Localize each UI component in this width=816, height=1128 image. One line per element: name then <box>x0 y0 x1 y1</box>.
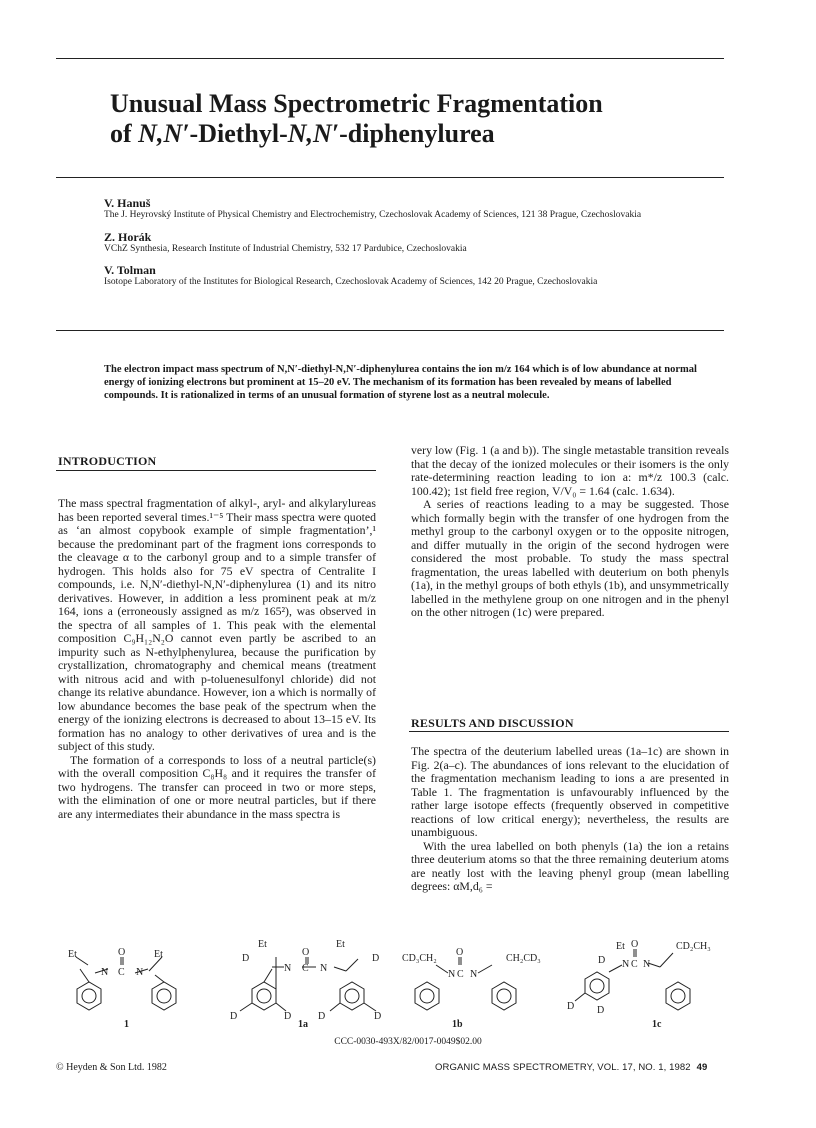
cd2ch3-label: CD₂CH₃ <box>676 941 711 952</box>
structure-1 <box>76 957 176 1010</box>
top-rule <box>56 58 724 59</box>
ch2cd3-label: CH₂CD₃ <box>506 953 541 964</box>
et-label: Et <box>616 941 625 952</box>
title-line2-suffix: -diphenylurea <box>339 119 495 148</box>
intro-paragraph: The mass spectral fragmentation of alkyl-, aryl- and alkylarylureas has been reported several times.¹⁻⁵ Their mass spectra were quoted as ‘an almost copybook example of simple fragmentation’,¹ because the predominant part of the fragment ions corresponds to the cleavage α to the carbonyl group and to a simple transfer of hydrogen. This holds also for 75 eV spectra of Centralite I compounds, i.e. N,N′-diethyl-N,N′-diphenylurea (1) and its nitro derivatives. However, in addition a less prominent peak at m/z 164, ions a (erroneously assigned as m/z 165²), was observed in the spectra of all samples of 1. This peak with the elemental composition C₉H₁₂N₂O cannot even partly be ascribed to an impurity such as N-ethylphenylurea, because the purification by crystallization, chromatography and chemical means (treatment with nitrous acid and with p-toluenesulfonyl chloride) did not change its relative abundance. However, ion a which is normally of low abundance becomes the base peak of the spectrum when the energy of the ionizing electrons is decreased to about 13–15 eV. Its formation has no analogy to other derivatives of urea and is the subject of this study. <box>58 496 376 753</box>
title-line2-italic2: N,N′ <box>287 119 340 148</box>
body-paragraph: A series of reactions leading to a may be suggested. Those which formally begin with the transfer of one hydrogen from the methyl group to the carbonyl oxygen or to the opposite nitrogen, and differ mutually in the origin of the second hydrogen were considered the most probable. To study the mass spectral fragmentation, the ureas labelled with deuterium on both phenyls (1a), in the methyl groups of both ethyls (1b), and unsymmetrically labelled in the methylene group on one nitrogen and in the phenyl on the other nitrogen (1c) were prepared. <box>411 497 729 619</box>
authors-rule <box>56 330 724 331</box>
o-label: O <box>456 947 464 958</box>
right-column-bottom <box>411 745 729 894</box>
structure-1b <box>415 957 516 1010</box>
d-label: D <box>372 953 380 964</box>
body-paragraph: With the urea labelled on both phenyls (1a) the ion a retains three deuterium atoms so that the three remaining deuterium atoms are neatly lost with the leaving phenyl group (mean labelling degrees: αM,d₆ = <box>411 838 729 893</box>
right-column-top <box>411 444 729 620</box>
author-affiliation: Isotope Laboratory of the Institutes for Biological Research, Czechoslovak Academy of Sciences, 142 20 Prague, Czechoslovakia <box>104 277 598 287</box>
title-rule <box>56 177 724 178</box>
author-name: V. Hanuš <box>104 196 151 210</box>
et-label: Et <box>258 939 267 950</box>
d-label: D <box>567 1001 575 1012</box>
title-line2-italic: N,N′ <box>138 119 190 148</box>
title-line2-mid: -Diethyl- <box>189 119 288 148</box>
author-affiliation: The J. Heyrovský Institute of Physical Chemistry and Electrochemistry, Czechoslovak Academy of Sciences, 121 38 Prague, Czechoslovakia <box>104 210 642 220</box>
n-label: N <box>136 967 144 978</box>
article-code: CCC-0030-493X/82/0017-0049$02.00 <box>334 1037 482 1047</box>
intro-paragraph: The formation of a corresponds to loss of a neutral particle(s) with the overall composition C₈H₈ and it requires the transfer of two hydrogens. The transfer can proceed in two or more steps, with the elimination of one or more neutral particles, but if there are any intermediates their abundance in the mass spectra is <box>58 752 376 821</box>
d-label: D <box>242 953 250 964</box>
author-block <box>104 263 724 289</box>
results-heading: RESULTS AND DISCUSSION <box>411 716 574 730</box>
d-label: D <box>230 1011 238 1022</box>
et-label: Et <box>154 949 163 960</box>
n-label: N <box>101 967 109 978</box>
d-label: D <box>597 1005 605 1016</box>
intro-heading-rule <box>56 470 376 471</box>
article-title <box>110 89 750 149</box>
title-line1: Unusual Mass Spectrometric Fragmentation <box>110 89 603 118</box>
n-label: N <box>448 969 456 980</box>
author-name: V. Tolman <box>104 263 156 277</box>
d-label: D <box>598 955 606 966</box>
abstract: The electron impact mass spectrum of N,N′-diethyl-N,N′-diphenylurea contains the ion m/z 164 which is of low abundance at normal energy of ionizing electrons but prominent at 15–20 eV. The mechanism of its formation has been revealed by means of labelled compounds. It is rationalized in terms of an unusual formation of styrene lost as a neutral molecule. <box>104 364 697 401</box>
o-label: O <box>302 947 310 958</box>
c-label: C <box>118 967 125 978</box>
d-label: D <box>284 1011 292 1022</box>
n-label: N <box>643 959 651 970</box>
body-paragraph: The spectra of the deuterium labelled ureas (1a–1c) are shown in Fig. 2(a–c). The abundances of ions relevant to the elucidation of the fragmentation mechanism leading to ions a are presented in Table 1. The fragmentation is unfavourably influenced by the rather large isotope effects (frequently observed in competitive reactions of low critical energy); nevertheless, the results are unambiguous. <box>411 744 729 839</box>
compound-label: 1 <box>124 1019 129 1030</box>
compound-label: 1c <box>652 1019 662 1030</box>
body-paragraph: very low (Fig. 1 (a and b)). The single metastable transition reveals that the decay of the ionized molecules or their isomers is the only rate-determining reaction leading to ion a: m*/z 100.3 (calc. 100.42); 1st field free region, V/V₀ = 1.64 (calc. 1.634). <box>411 443 729 498</box>
journal-name: ORGANIC MASS SPECTROMETRY, VOL. 17, NO. 1, 1982 <box>435 1062 691 1073</box>
chemical-structures <box>40 937 780 1032</box>
author-name: Z. Horák <box>104 229 152 244</box>
n-label: N <box>622 959 630 970</box>
journal-footer <box>435 1062 707 1073</box>
c-label: C <box>457 969 464 980</box>
author-block <box>104 230 724 256</box>
c-label: C <box>631 959 638 970</box>
page-number: 49 <box>696 1062 708 1073</box>
n-label: N <box>470 969 478 980</box>
compound-label: 1a <box>298 1019 308 1030</box>
results-heading-rule <box>409 731 729 732</box>
author-affiliation: VChZ Synthesia, Research Institute of Industrial Chemistry, 532 17 Pardubice, Czechoslovakia <box>104 243 467 254</box>
compound-label: 1b <box>452 1019 463 1030</box>
d-label: D <box>318 1011 326 1022</box>
author-block <box>104 196 724 222</box>
o-label: O <box>118 947 126 958</box>
n-label: N <box>320 963 328 974</box>
d-label: D <box>374 1011 382 1022</box>
et-label: Et <box>68 949 77 960</box>
copyright: © Heyden & Son Ltd. 1982 <box>56 1062 167 1073</box>
n-label: N <box>284 963 292 974</box>
left-column <box>58 497 376 821</box>
c-label: C <box>302 963 309 974</box>
intro-heading: INTRODUCTION <box>58 454 157 468</box>
author-list <box>104 196 724 297</box>
o-label: O <box>631 939 639 950</box>
et-label: Et <box>336 939 345 950</box>
cd3ch2-label: CD₃CH₂ <box>402 953 437 964</box>
title-line2-prefix: of <box>110 119 139 148</box>
